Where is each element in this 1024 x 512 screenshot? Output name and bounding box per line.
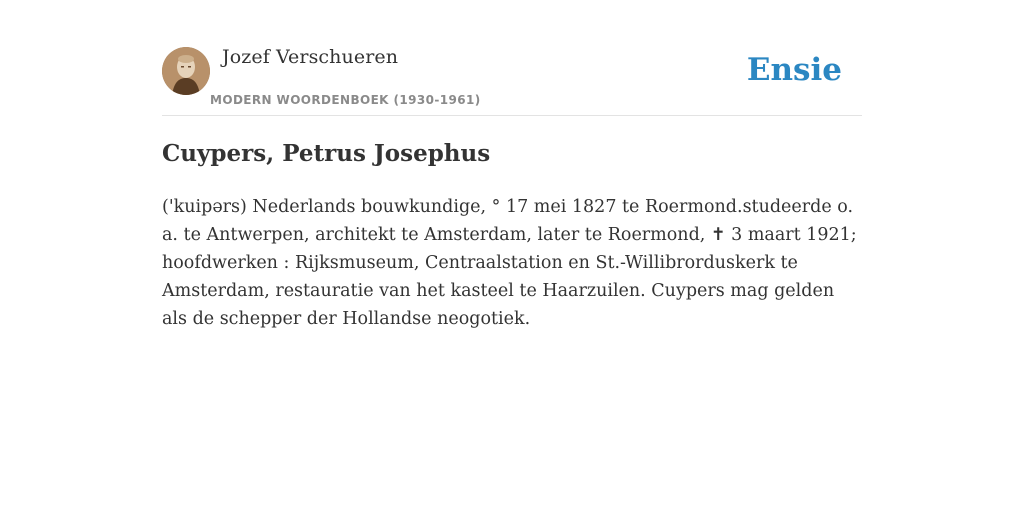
author-header: [162, 46, 862, 116]
portrait-icon: [162, 47, 210, 95]
source-label[interactable]: MODERN WOORDENBOEK (1930-1961): [210, 93, 481, 107]
entry-body: ('kuipərs) Nederlands bouwkundige, ° 17 mei 1827 te Roermond.studeerde o. a. te Antwerpen, architekt te Amsterdam, later te Roermond, ✝ 3 maart 1921; hoofdwerken : Rijksmuseum, Centraalstation en St.-Willibrorduskerk te Amsterdam, restauratie van het kasteel te Haarzuilen. Cuypers mag gelden als de schepper der Hollandse neogotiek.: [162, 197, 857, 329]
brand-logo[interactable]: Ensie: [746, 52, 842, 88]
author-name[interactable]: Jozef Verschueren: [222, 46, 399, 68]
author-avatar[interactable]: [162, 47, 210, 95]
entry-title: Cuypers, Petrus Josephus: [162, 140, 491, 167]
